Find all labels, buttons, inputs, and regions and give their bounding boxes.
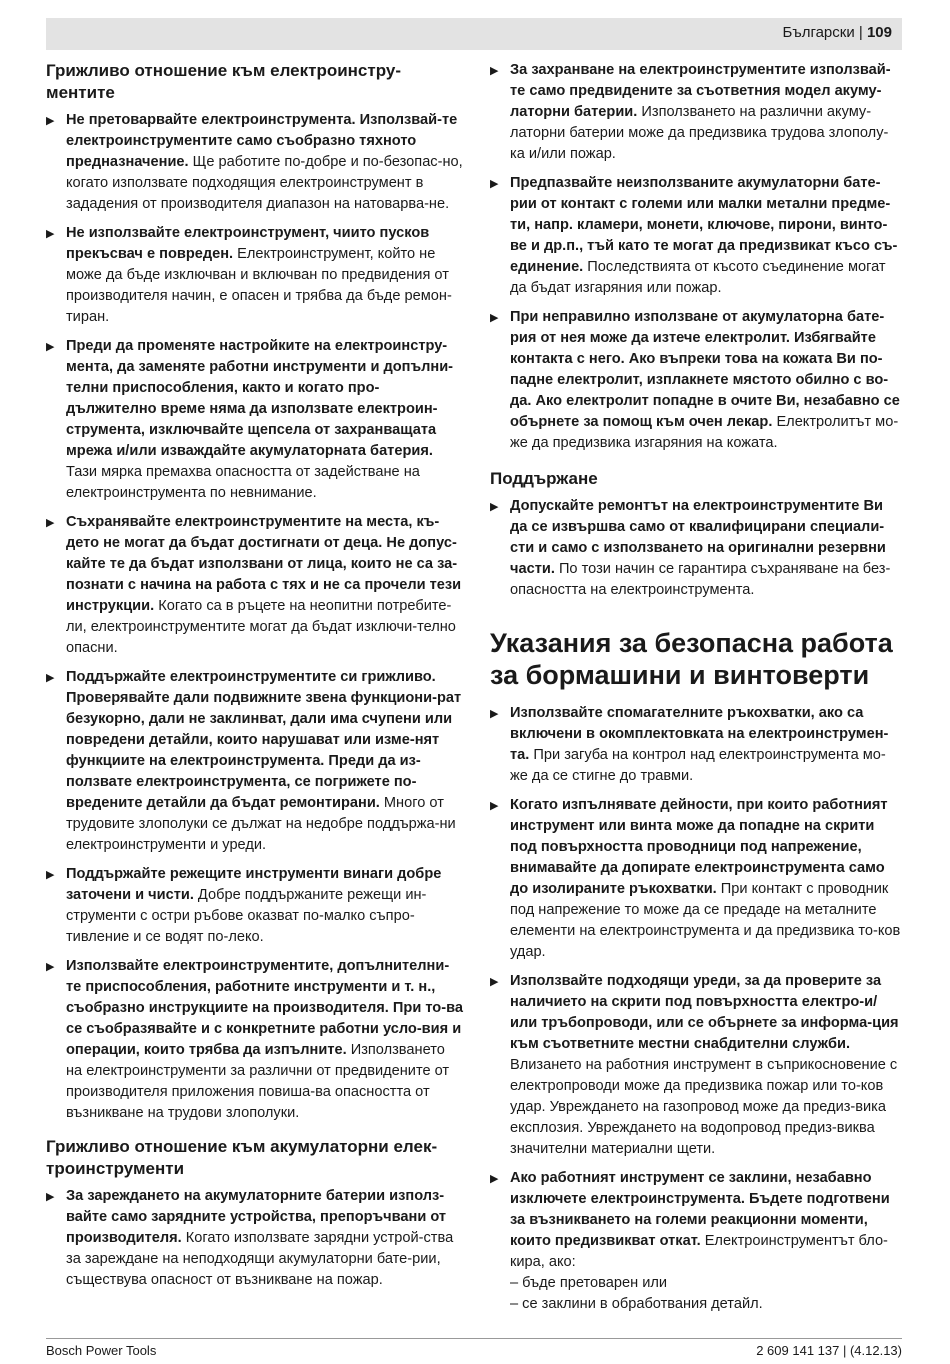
item-sub-line: – бъде претоварен или	[510, 1275, 668, 1291]
footer-brand: Bosch Power Tools	[46, 1343, 157, 1358]
care-items	[46, 110, 464, 1124]
item-text: При контакт с проводник под напрежение то може да се предаде на металните елементи на електроинструмента и да предизвика то-ков удар.	[510, 881, 901, 960]
section-heading-care: Грижливо отношение към електроинстру-ментите	[46, 61, 401, 102]
list-item	[490, 173, 902, 299]
list-item	[490, 795, 902, 963]
section-heading-service: Поддържане	[490, 469, 598, 488]
page-number: 109	[866, 24, 892, 41]
list-item	[46, 956, 464, 1124]
drill-safety-items	[490, 703, 902, 1315]
item-text: Тази мярка премахва опасността от задействане на електроинструмента по невнимание.	[66, 464, 420, 501]
item-bold-text: Използвайте подходящи уреди, за да проверите за наличието на скрити под повърхността електро-и/или тръбопроводи, или се обърнете за информа-ция към съответните местни снабдителни служби.	[510, 973, 899, 1052]
header-text	[782, 24, 892, 41]
right-column	[490, 60, 902, 1323]
item-text: Използването на различни акуму-латорни батерии може да предизвика трудова злополу-ка и/или пожар.	[510, 104, 889, 162]
battery-items	[490, 60, 902, 454]
page-header	[46, 18, 902, 50]
item-text: Електроинструмент, който не може да бъде изключван и включван по предвидения от производителя начин, е опасен и трябва да бъде ремон-тиран.	[66, 246, 452, 325]
item-bold-text: Съхранявайте електроинструментите на места, къ-дето не могат да бъдат достигнати от деца. Не допус-кайте те да бъдат използвани от лица, които не са за-познати с начина на работа с тях и не са прочели тези инструкции.	[66, 514, 462, 614]
list-item	[490, 496, 902, 601]
section-heading-drill-safety: Указания за безопасна работа за бормашини и винтоверти	[490, 628, 893, 690]
item-bold-text: Използвайте спомагателните ръкохватки, ако са включени в окомплектовката на електроинструмен-та.	[510, 705, 889, 763]
header-separator: |	[858, 24, 863, 41]
list-item	[46, 336, 464, 504]
item-text: Последствията от късото съединение могат да бъдат изгаряния или пожар.	[510, 259, 886, 296]
service-items	[490, 496, 902, 601]
item-bold-text: При неправилно използване от акумулаторна бате-рия от нея може да изтече електролит. Избягвайте контакта с него. Ако въпреки това на кожата Ви по-падне електролит, изплакнете мястото обилно с во-да. Ако електролит попадне в очите Ви, незабавно се обърнете за помощ към очен лекар.	[510, 309, 900, 430]
item-text: Влизането на работния инструмент в съприкосновение с електропроводи може да предизвика пожар или то-ков удар. Увреждането на газопровод може да предиз-вика експлозия. Увреждането на водопровод предиз-виква значителни материални щети.	[510, 1057, 898, 1157]
header-language: Български	[782, 24, 855, 41]
list-item	[46, 1186, 464, 1291]
item-bold-text: Използвайте електроинструментите, допълнителни-те приспособления, работните инструменти и т. н., съобразно инструкциите на производителя. При то-ва се съобразявайте и с конкретните работни усло-вия и операции, които трябва да изпълните.	[66, 958, 463, 1058]
item-text: По този начин се гарантира съхраняване на без-опасността на електроинструмента.	[510, 561, 891, 598]
item-text: Добре поддържаните режещи ин-струменти с остри ръбове оказват по-малко съпро-тивление и се водят по-леко.	[66, 887, 427, 945]
item-bold-text: Предпазвайте неизползваните акумулаторни бате-рии от контакт с големи или малки метални предме-ти, напр. кламери, монети, ключове, пирони, винто-ве и др.п., тъй като те могат да предизвикат късо съ-единение.	[510, 175, 898, 275]
item-text: Използването на електроинструменти за различни от предвидените от производителя приложения повиша-ва опасността от възникване на трудови злополуки.	[66, 1042, 450, 1121]
item-bold-text: Когато изпълнявате дейности, при които работният инструмент или винта може да попадне на скрити под повърхността проводници под напрежение, внимавайте да допирате електроинструмента само до изолираните ръкохватки.	[510, 797, 888, 897]
list-item	[490, 60, 902, 165]
list-item	[46, 223, 464, 328]
item-bold-text: Допускайте ремонтът на електроинструментите Ви да се извършва само от квалифицирани специали-сти и само с използването на оригинални резервни части.	[510, 498, 886, 577]
list-item	[46, 110, 464, 215]
list-item	[490, 307, 902, 454]
list-item	[46, 667, 464, 856]
item-text: Много от трудовите злополуки се дължат на недобре поддържа-ни електроинструменти и уреди.	[66, 795, 456, 853]
list-item	[490, 1168, 902, 1315]
item-bold-text: За захранване на електроинструментите използвай-те само предвидените за съответния модел акуму-латорни батерии.	[510, 62, 891, 120]
list-item	[46, 864, 464, 948]
item-bold-text: За зареждането на акумулаторните батерии използ-вайте само зарядните устройства, препоръчвани от производителя.	[66, 1188, 447, 1246]
battery-care-items	[46, 1186, 464, 1291]
left-column	[46, 60, 464, 1299]
item-bold-text: Поддържайте електроинструментите си грижливо. Проверявайте дали подвижните звена функциони-рат безукорно, дали не заклинват, дали има счупени или повредени детайли, които нарушават или изме-нят функциите на електроинструмента. Преди да из-ползвате електроинструмента, се погрижете по-вредените детайли да бъдат ремонтирани.	[66, 669, 462, 811]
list-item	[490, 971, 902, 1160]
item-sub-line: – се заклини в обработвания детайл.	[510, 1296, 763, 1312]
list-item	[46, 512, 464, 659]
item-bold-text: Ако работният инструмент се заклини, незабавно изключете електроинструмента. Бъдете подготвени за възникването на големи реакционни моменти, които предизвикват откат.	[510, 1170, 890, 1249]
footer-doc-number: 2 609 141 137 | (4.12.13)	[756, 1343, 902, 1358]
list-item	[490, 703, 902, 787]
item-bold-text: Преди да променяте настройките на електроинстру-мента, да заменяте работни инструменти и допълни-телни приспособления, както и когато про-дължително време няма да използвате електроин-струмента, изключвайте щепсела от захранващата мрежа и/или изваждайте акумулаторната батерия.	[66, 338, 454, 459]
item-text: Когато са в ръцете на неопитни потребите-ли, електроинструментите могат да бъдат изключи-телно опасни.	[66, 598, 456, 656]
section-heading-battery-care: Грижливо отношение към акумулаторни елек-троинструменти	[46, 1137, 438, 1178]
item-bold-text: Поддържайте режещите инструменти винаги добре заточени и чисти.	[66, 866, 442, 903]
item-bold-text: Не използвайте електроинструмент, чиито пусков прекъсвач е повреден.	[66, 225, 430, 262]
item-bold-text: Не претоварвайте електроинструмента. Използвай-те електроинструментите само съобразно тяхното предназначение.	[66, 112, 458, 170]
item-text: Електролитът мо-же да предизвика изгаряния на кожата.	[510, 414, 899, 451]
footer-divider	[46, 1338, 902, 1339]
item-text: Ще работите по-добре и по-безопас-но, когато използвате подходящия електроинструмент в зададения от производителя диапазон на натоварва-не.	[66, 154, 463, 212]
item-text: При загуба на контрол над електроинструмента мо-же да се стигне до травми.	[510, 747, 886, 784]
item-text: Електроинструментът бло-кира, ако:	[510, 1233, 888, 1270]
item-text: Когато използвате зарядни устрой-ства за зареждане на неподходящи акумулаторни бате-рии, съществува опасност от възникване на пожар.	[66, 1230, 454, 1288]
